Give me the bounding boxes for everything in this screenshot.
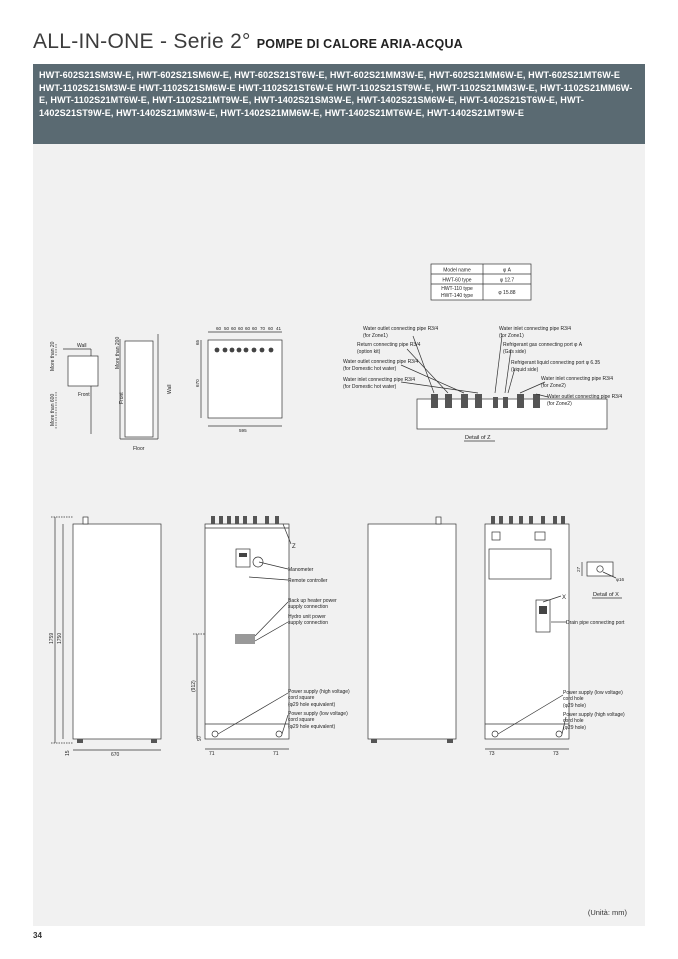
manometer-label: Manometer (288, 567, 314, 573)
series-title: ALL-IN-ONE - Serie 2° (33, 30, 251, 53)
top-dim-595: 595 (239, 428, 247, 433)
side-view-drawing (191, 516, 350, 757)
z-label-18: (for Zone2) (547, 401, 572, 407)
z-label-1: Water outlet connecting pipe R3/4 (363, 326, 439, 332)
z-label-16: (for Zone2) (541, 383, 566, 389)
clearance-600-label: More than 600 (50, 393, 56, 426)
front-dim-1759: 1759 (49, 632, 55, 644)
z-label-4: (option kit) (357, 349, 381, 355)
wall-label-1: Wall (77, 343, 87, 349)
clearance-drawing (50, 334, 173, 452)
top-dim-9: 41 (276, 326, 282, 331)
detail-x-title: Detail of X (593, 592, 619, 598)
top-dim-4: 60 (238, 326, 244, 331)
top-view-drawing (195, 326, 282, 433)
z-label-8: (for Domestic hot water) (343, 384, 397, 390)
right-low-hole: (φ29 hole) (563, 703, 586, 709)
front-dim-15: 15 (65, 750, 71, 756)
power-high-hole: (φ29 hole equivalent) (288, 702, 336, 708)
remote-controller-label: Remote controller (288, 578, 328, 584)
dimension-drawings (33, 144, 645, 926)
front-label-2: Front (119, 392, 125, 404)
table-header-diameter: φ A (503, 267, 511, 274)
right-high-label-1: Power supply (high voltage) (563, 712, 625, 718)
side-dim-912: (912) (191, 680, 197, 692)
top-dim-6: 60 (252, 326, 258, 331)
z-label-11: Refrigerant gas connecting port φ A (503, 342, 583, 348)
right-high-hole: (φ29 hole) (563, 725, 586, 731)
z-label-2: (for Zone1) (363, 333, 388, 339)
drain-port-label: Drain pipe connecting port (566, 620, 625, 626)
z-label-10: (for Zone1) (499, 333, 524, 339)
front-view-drawing (49, 517, 161, 758)
power-low-label-1: Power supply (low voltage) (288, 711, 348, 717)
z-label-15: Water inlet connecting pipe R3/4 (541, 376, 614, 382)
hydro-unit-label-2: supply connection (288, 620, 329, 626)
detail-z-title: Detail of Z (465, 435, 491, 441)
hydro-unit-label-1: Hydro unit power (288, 614, 326, 620)
power-high-label-1: Power supply (high voltage) (288, 689, 350, 695)
pipe-size-table (431, 264, 531, 300)
power-low-hole: (φ29 hole equivalent) (288, 724, 336, 730)
side-dim-97: 97 (197, 735, 203, 741)
top-dim-7: 70 (260, 326, 266, 331)
backup-heater-label-1: Back up heater power (288, 598, 337, 604)
top-dim-5: 60 (245, 326, 251, 331)
table-header-model: Model name (443, 267, 471, 274)
front-dim-670: 670 (111, 752, 120, 758)
side-dim-71-right: 71 (273, 751, 279, 757)
detail-x-dim-27: 27 (576, 566, 581, 572)
z-label-13: Refrigerant liquid connecting port φ 6.35 (511, 360, 601, 366)
technical-drawing-panel (33, 144, 645, 926)
table-row-60-model: HWT-60 type (442, 277, 472, 284)
detail-z-drawing (343, 326, 622, 441)
clearance-200-label: More than 200 (115, 336, 121, 369)
page-number: 34 (33, 931, 42, 940)
backup-heater-label-2: supply connection (288, 604, 329, 610)
front-label-1: Front (78, 392, 90, 398)
z-label-12: (Gas side) (503, 349, 527, 355)
top-dim-670: 670 (195, 379, 200, 387)
floor-label: Floor (133, 446, 145, 452)
right-low-label-2: cord hole (563, 696, 584, 702)
top-dim-65: 65 (195, 339, 200, 345)
front-dim-1750: 1750 (57, 632, 63, 644)
top-dim-2: 50 (224, 326, 230, 331)
z-label-3: Return connecting pipe R3/4 (357, 342, 421, 348)
z-label-6: (for Domestic hot water) (343, 366, 397, 372)
page-header (33, 30, 645, 60)
wall-label-2: Wall (167, 384, 173, 394)
unit-note: (Unità: mm) (587, 908, 627, 917)
z-label-5: Water outlet connecting pipe R3/4 (343, 359, 419, 365)
x-marker: X (562, 595, 567, 601)
right-dim-73-right: 73 (553, 751, 559, 757)
z-label-17: Water outlet connecting pipe R3/4 (547, 394, 623, 400)
z-label-14: (Liquid side) (511, 367, 539, 373)
right-view-drawing (485, 516, 625, 757)
side-dim-71-left: 71 (209, 751, 215, 757)
series-subtitle: POMPE DI CALORE ARIA-ACQUA (256, 37, 463, 51)
right-low-label-1: Power supply (low voltage) (563, 690, 623, 696)
power-low-label-2: cord square (288, 717, 315, 723)
rear-view-drawing (368, 517, 456, 743)
detail-x-dim-16: φ16 (616, 577, 625, 582)
z-marker: Z (292, 544, 296, 550)
z-label-9: Water inlet connecting pipe R3/4 (499, 326, 572, 332)
table-row-110-diameter: φ 15.88 (498, 290, 516, 296)
top-dim-8: 60 (268, 326, 274, 331)
right-dim-73-left: 73 (489, 751, 495, 757)
z-label-7: Water inlet connecting pipe R3/4 (343, 377, 416, 383)
clearance-20-label: More than 20 (50, 341, 56, 371)
table-row-140-model: HWT-140 type (441, 293, 473, 299)
right-high-label-2: cord hole (563, 718, 584, 724)
top-dim-1: 60 (216, 326, 222, 331)
table-row-110-model: HWT-110 type (441, 286, 473, 292)
top-dim-3: 60 (231, 326, 237, 331)
power-high-label-2: cord square (288, 695, 315, 701)
table-row-60-diameter: φ 12.7 (499, 277, 515, 284)
model-list-banner: HWT-602S21SM3W-E, HWT-602S21SM6W-E, HWT-602S21ST6W-E, HWT-602S21MM3W-E, HWT-602S21MM6W-E, HWT-602S21MT6W-E HWT-1102S21SM3W-E HWT-1102S21SM6W-E HWT-1102S21ST6W-E HWT-1102S21ST9W-E, HWT-1102S21MM3W-E, HWT-1102S21MM6W-E, HWT-1102S21MT6W-E, HWT-1102S21MT9W-E, HWT-1402S21SM3W-E, HWT-1402S21SM6W-E, HWT-1402S21ST6W-E, HWT-1402S21ST9W-E, HWT-1402S21MM3W-E, HWT-1402S21MM6W-E, HWT-1402S21MT6W-E, HWT-1402S21MT9W-E (33, 64, 645, 144)
